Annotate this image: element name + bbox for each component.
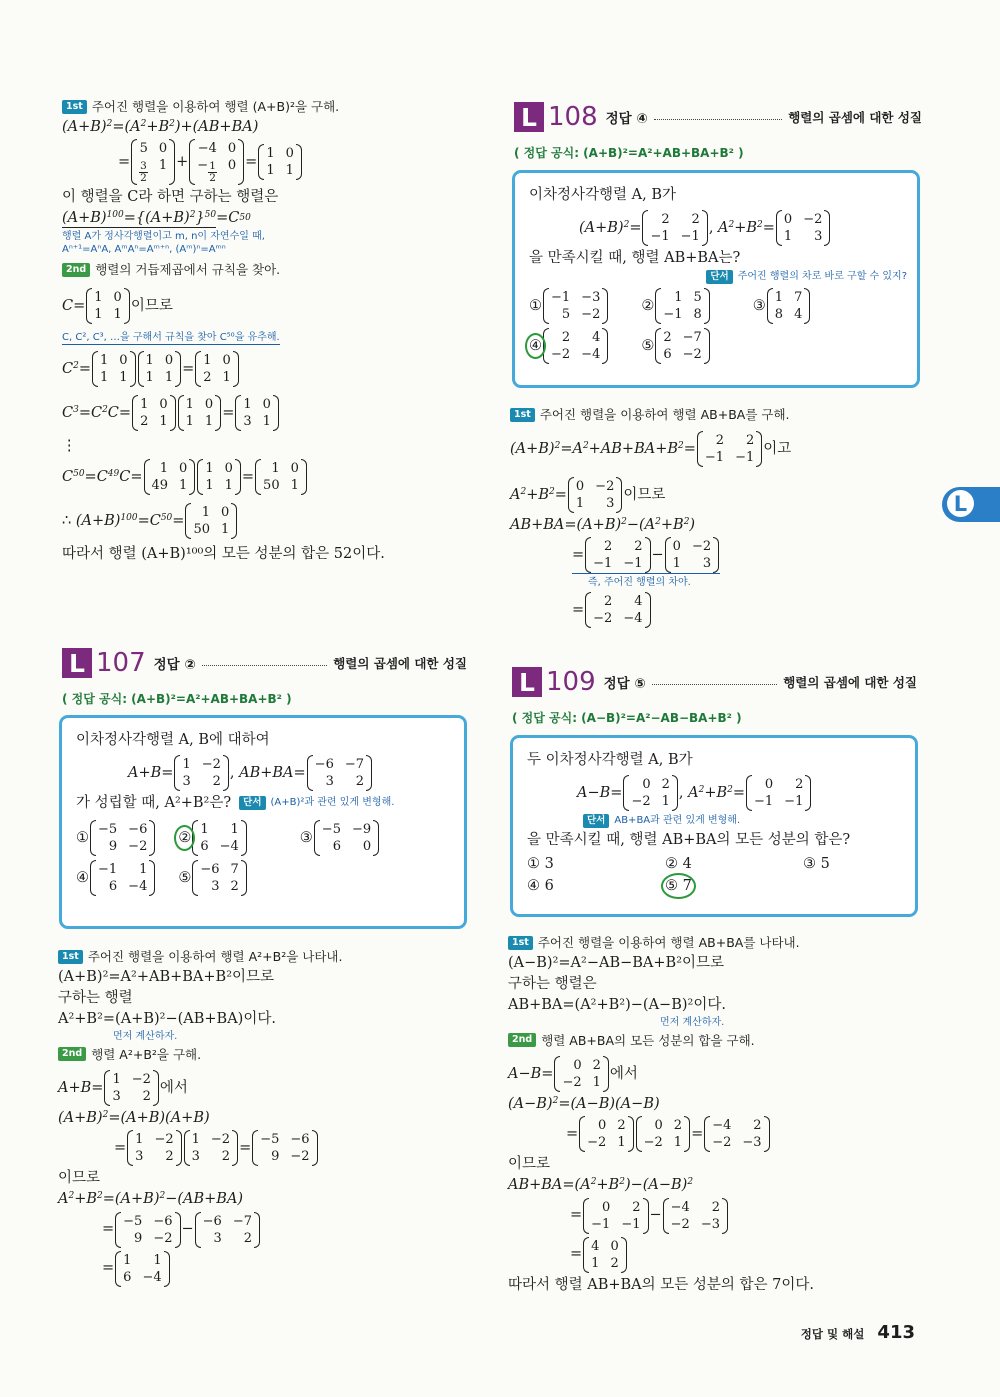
chapter-side-tab: [942, 487, 1000, 522]
formula-108: ( 정답 공식: (A+B)²=A²+AB+BA+B² ): [514, 146, 744, 160]
unit-label: L: [512, 667, 542, 697]
sol109-final: $AB+BA=(A^2+B^2)-(A-B)^2$: [508, 1177, 694, 1194]
option-2: ② 4: [665, 856, 692, 873]
option-3: ③ 1 7 8 4: [753, 288, 812, 324]
hint-tag: 단서: [706, 270, 732, 284]
box109-intro: 두 이차정사각행렬 A, B가: [527, 752, 693, 768]
step-2nd-tag: 2nd: [508, 1033, 536, 1047]
problem-number: 109: [546, 667, 596, 697]
note-c: C, C², C³, …을 구해서 규칙을 찾아 C⁵⁰을 유추해.: [62, 332, 280, 346]
option-1: ① 3: [527, 856, 554, 873]
option-5: ⑤ 7: [665, 878, 692, 895]
step2-text: 행렬의 거듭제곱에서 규칙을 찾아.: [95, 262, 281, 277]
unit-label: L: [514, 102, 544, 132]
sol107-imeuro: 이므로: [58, 1170, 101, 1187]
eq-matrix-sum: = 5 0 $\frac{3}{2}$ 1 + −4 0 − $\frac{1}{2}$ 0 = 1 0 1 1: [62, 139, 462, 185]
box109-hint: AB+BA과 관련 있게 변형해.: [614, 814, 741, 826]
sol107-note: 먼저 계산하자.: [113, 1031, 178, 1042]
eq-ab-squared: $(A+B)^2=(A^2+B^2)+(AB+BA)$: [62, 118, 259, 135]
topic-label: 행렬의 곱셈에 대한 성질: [783, 675, 917, 690]
box107-hint: (A+B)²과 관련 있게 변형해.: [270, 796, 395, 808]
sol107-line1: (A+B)²=A²+AB+BA+B²이므로: [58, 968, 275, 985]
hint-tag: 단서: [239, 796, 265, 810]
eq-c50: $(A+B)^{100}=\{(A+B)^2\}^{50}$ =C 50: [62, 209, 251, 227]
box108-eq: $(A+B)^2$ = 2 2 −1 −1 , $A^2+B^2$ = 0 −2 1 3: [529, 210, 907, 246]
eq-c3: $C^3=C^2C$ = 1 0 2 1 1 0 1 1 = 1 0 3 1: [62, 395, 462, 431]
page-number: 413: [877, 1322, 915, 1343]
box108-hint: 주어진 행렬의 차로 바로 구할 수 있지?: [737, 270, 907, 282]
sol108-eq1: $(A+B)^2=A^2+AB+BA+B^2$ = 2 2 −1 −1 이고: [510, 432, 792, 465]
left-top-solution: [62, 96, 462, 566]
unit-label: L: [62, 648, 92, 678]
box109-question: 을 만족시킬 때, 행렬 AB+BA의 모든 성분의 합은?: [527, 832, 851, 848]
sol107-final-result: = 1 1 6 −4: [58, 1251, 463, 1287]
box109-eq: A−B = 0 2 −2 1 , $A^2+B^2$ = 0 2 −1 −1: [527, 775, 905, 811]
problem-box-107: [59, 715, 467, 929]
problem-box-108: [512, 170, 920, 388]
answer-label: 정답 ⑤: [603, 676, 646, 692]
solution-107: [58, 946, 463, 1290]
option-3: ③ 5: [803, 856, 830, 873]
sol109-diff: A−B = 0 2 −2 1 에서: [508, 1058, 638, 1091]
header-108: [514, 102, 922, 132]
box107-intro: 이차정사각행렬 A, B에 대하여: [76, 732, 270, 748]
vdots: ⋮: [62, 438, 77, 455]
sol107-square-calc: = 1 −2 3 2 1 −2 3 2 = −5 −6 9 −2: [58, 1130, 463, 1166]
sol107-step1: 주어진 행렬을 이용하여 행렬 A²+B²을 나타내.: [87, 949, 343, 964]
header-107: [62, 648, 467, 678]
box108-question: 을 만족시킬 때, 행렬 AB+BA는?: [529, 250, 741, 267]
formula-109: ( 정답 공식: (A−B)²=A²−AB−BA+B² ): [512, 711, 742, 725]
option-3: ③ −5 −9 6 0: [300, 820, 380, 856]
sol108-note: 즉, 주어진 행렬의 차야.: [588, 576, 691, 588]
sol109-imeuro: 이므로: [508, 1156, 551, 1173]
step-2nd-tag: 2nd: [62, 263, 90, 277]
header-109: [512, 667, 917, 697]
option-2: ② 1 1 6 −4: [178, 820, 247, 856]
sol109-final-result: = 4 0 1 2: [508, 1237, 928, 1273]
step-1st-tag: 1st: [508, 936, 533, 950]
option-4: ④ 6: [527, 878, 554, 895]
eq-c-def: C = 1 0 1 1 이므로: [62, 289, 173, 322]
sol109-line1: (A−B)²=A²−AB−BA+B²이므로: [508, 954, 725, 971]
sol109-line3: AB+BA=(A²+B²)−(A−B)²이다.: [508, 996, 726, 1013]
step-2nd-tag: 2nd: [58, 1047, 86, 1061]
box107-question: 가 성립할 때, A²+B²은?: [76, 795, 232, 812]
sol107-line2: 구하는 행렬: [58, 989, 133, 1006]
sol109-final-calc: = 0 2 −1 −1 − −4 2 −2 −3: [508, 1198, 928, 1234]
page-footer: [801, 1322, 915, 1343]
chapter-letter: L: [947, 490, 974, 517]
step-1st-tag: 1st: [62, 100, 87, 114]
solution-109: [508, 932, 928, 1297]
sol109-square: $(A-B)^2=(A-B)(A-B)$: [508, 1096, 660, 1113]
sol109-conclusion: 따라서 행렬 AB+BA의 모든 성분의 합은 7이다.: [508, 1276, 814, 1293]
sol108-eq3: $AB+BA=(A+B)^2-(A^2+B^2)$: [510, 516, 696, 533]
box108-intro: 이차정사각행렬 A, B가: [529, 187, 677, 203]
option-4: ④ 2 4 −2 −4: [529, 328, 609, 364]
sol108-result: = 2 4 −2 −4: [510, 592, 930, 628]
sol107-final-calc: = −5 −6 9 −2 − −6 −7 3 2: [58, 1212, 463, 1248]
imeuro-text: 이므로: [130, 297, 173, 314]
sol107-step2: 행렬 A²+B²을 구해.: [91, 1046, 202, 1062]
sol109-step1: 주어진 행렬을 이용하여 행렬 AB+BA를 나타내.: [537, 935, 800, 950]
note-power: 행렬 A가 정사각행렬이고 m, n이 자연수일 때,: [62, 231, 265, 242]
sol107-final: $A^2+B^2=(A+B)^2-(AB+BA)$: [58, 1191, 244, 1208]
sol107-line3: A²+B²=(A+B)²−(AB+BA)이다.: [58, 1010, 276, 1027]
formula-107: ( 정답 공식: (A+B)²=A²+AB+BA+B² ): [62, 692, 292, 706]
sol109-note: 먼저 계산하자.: [660, 1017, 725, 1028]
topic-label: 행렬의 곱셈에 대한 성질: [333, 656, 467, 671]
problem-number: 107: [96, 648, 146, 678]
step-1st-tag: 1st: [510, 408, 535, 422]
step1-text: 주어진 행렬을 이용하여 행렬 (A+B)²을 구해.: [91, 99, 340, 114]
eq-result: ∴ $(A+B)^{100}=C^{50}$ = 1 0 50 1: [62, 503, 462, 539]
box107-eq: A+B = 1 −2 3 2 , AB+BA = −6 −7 3 2: [76, 755, 454, 791]
hint-tag: 단서: [583, 814, 609, 828]
option-5: ⑤ −6 7 3 2: [178, 860, 247, 896]
problem-box-109: [510, 735, 918, 917]
let-c-text: 이 행렬을 C라 하면 구하는 행렬은: [62, 188, 279, 205]
option-5: ⑤ 2 −7 6 −2: [641, 328, 710, 364]
note-rule: Aⁿ⁺¹=AⁿA, AᵐAⁿ=Aᵐ⁺ⁿ, (Aᵐ)ⁿ=Aᵐⁿ: [62, 243, 226, 255]
sol107-square: $(A+B)^2=(A+B)(A+B)$: [58, 1110, 210, 1127]
answer-label: 정답 ②: [153, 657, 196, 673]
sol109-step2: 행렬 AB+BA의 모든 성분의 합을 구해.: [541, 1032, 755, 1048]
footer-label: 정답 및 해설: [800, 1327, 865, 1341]
sol109-square-calc: = 0 2 −2 1 0 2 −2 1 = −4 2 −2 −3: [508, 1116, 928, 1152]
option-4: ④ −1 1 6 −4: [76, 860, 156, 896]
answer-label: 정답 ④: [605, 111, 648, 127]
conclusion-106: 따라서 행렬 (A+B)¹⁰⁰의 모든 성분의 합은 52이다.: [62, 546, 385, 563]
sol107-ab-sum: A+B = 1 −2 3 2 에서: [58, 1072, 188, 1105]
sol108-eq2: $A^2+B^2$ = 0 −2 1 3 이므로: [510, 478, 666, 511]
option-2: ② 1 5 −1 8: [641, 288, 710, 324]
step-1st-tag: 1st: [58, 950, 83, 964]
eq-c50-calc: $C^{50}=C^{49}C$ = 1 0 49 1 1 0 1 1 = 1 0 50 1: [62, 459, 462, 495]
sol109-line2: 구하는 행렬은: [508, 975, 597, 992]
problem-number: 108: [548, 102, 598, 132]
solution-108: [510, 404, 930, 631]
sol108-eq3-calc: = 2 2 −1 −1 − 0 −2 1 3: [510, 537, 930, 574]
topic-label: 행렬의 곱셈에 대한 성질: [788, 110, 922, 125]
option-1: ① −1 −3 5 −2: [529, 288, 609, 324]
sol108-step1: 주어진 행렬을 이용하여 행렬 AB+BA를 구해.: [539, 407, 790, 422]
eq-c2: $C^2$ = 1 0 1 1 1 0 1 1 = 1 0 2 1: [62, 351, 462, 387]
option-1: ① −5 −6 9 −2: [76, 820, 156, 856]
